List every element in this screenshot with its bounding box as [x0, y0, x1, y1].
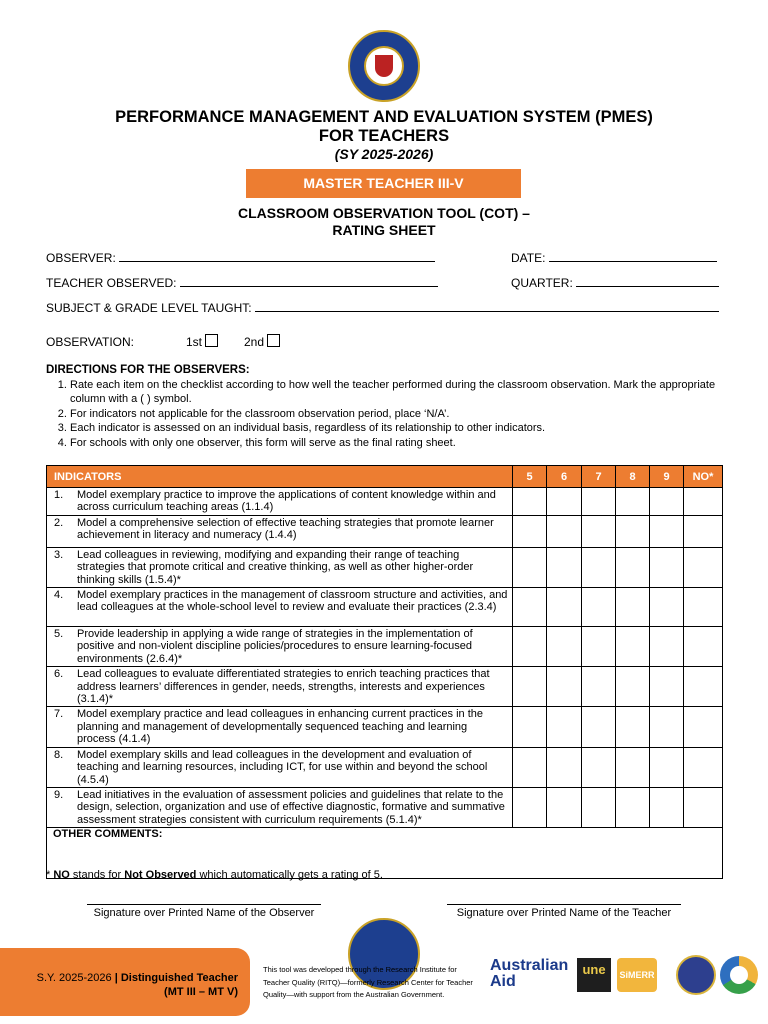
rating-5-header: 5: [513, 466, 547, 488]
rating-7-header: 7: [582, 466, 616, 488]
rating-cell-no[interactable]: [684, 787, 723, 827]
observation-label: OBSERVATION:: [46, 335, 135, 349]
rating-cell-no[interactable]: [684, 627, 723, 667]
quarter-label: QUARTER:: [511, 276, 573, 290]
indicator-text: Model exemplary skills and lead colleagues in the development and evaluation of teaching and learning resources, including ICT, for use within and beyond the school (4.5.4): [77, 748, 488, 786]
rating-cell-no[interactable]: [684, 488, 723, 516]
second-label: 2nd: [244, 335, 265, 349]
indicator-number: 7.: [54, 708, 64, 721]
footnote: [46, 869, 383, 881]
rating-cell-5[interactable]: [513, 515, 547, 547]
indicator-text: Model exemplary practice and lead colleagues in enhancing current practices in the planning and management of developmentally sequenced teaching and learning process (4.1.4): [77, 708, 484, 746]
rating-cell-6[interactable]: [547, 627, 582, 667]
simerr-logo: SiMERR: [617, 958, 657, 992]
page-title: PERFORMANCE MANAGEMENT AND EVALUATION SYSTEM (PMES): [115, 108, 653, 126]
rating-cell-no[interactable]: [684, 747, 723, 787]
indicator-number: 4.: [54, 589, 64, 602]
rating-cell-6[interactable]: [547, 787, 582, 827]
rating-cell-6[interactable]: [547, 515, 582, 547]
rating-cell-no[interactable]: [684, 547, 723, 587]
indicator-cell: [47, 547, 513, 587]
indicator-cell: [47, 515, 513, 547]
indicator-number: 6.: [54, 668, 64, 681]
australian-aid-line1: Australian: [490, 957, 569, 974]
observer-field[interactable]: [46, 250, 435, 265]
quarter-line[interactable]: [576, 275, 719, 287]
directions: [46, 363, 726, 451]
rating-cell-6[interactable]: [547, 547, 582, 587]
indicator-text: Lead initiatives in the evaluation of assessment policies and guidelines that relate to the design, selection, organization and use of effective diagnostic, formative and summative assessment strategies consistent with curriculum requirements (5.1.4)*: [77, 788, 505, 826]
table-header-row: [47, 466, 723, 488]
rating-cell-6[interactable]: [547, 588, 582, 627]
rating-cell-8[interactable]: [616, 488, 650, 516]
rating-cell-8[interactable]: [616, 707, 650, 747]
indicator-number: 8.: [54, 748, 64, 761]
rating-cell-7[interactable]: [582, 588, 616, 627]
indicators-table: [46, 465, 723, 879]
rating-cell-8[interactable]: [616, 627, 650, 667]
rating-cell-7[interactable]: [582, 707, 616, 747]
rating-cell-8[interactable]: [616, 747, 650, 787]
rating-cell-no[interactable]: [684, 588, 723, 627]
subject-line[interactable]: [255, 300, 719, 312]
rating-8-header: 8: [616, 466, 650, 488]
teacher-signature[interactable]: Signature over Printed Name of the Teacher: [447, 904, 681, 919]
teacher-observed-line[interactable]: [180, 275, 438, 287]
table-row: [47, 627, 723, 667]
date-field[interactable]: [511, 250, 717, 265]
rating-cell-7[interactable]: [582, 667, 616, 707]
footer-sy: S.Y. 2025-2026: [36, 972, 112, 984]
second-checkbox[interactable]: [267, 334, 280, 347]
rating-cell-5[interactable]: [513, 588, 547, 627]
rating-cell-no[interactable]: [684, 667, 723, 707]
indicator-number: 1.: [54, 489, 64, 501]
table-row: [47, 787, 723, 827]
indicator-number: 5.: [54, 628, 64, 641]
rating-cell-5[interactable]: [513, 747, 547, 787]
direction-item: 2. For indicators not applicable for the classroom observation period, place ‘N/A’.: [70, 407, 726, 422]
table-row: [47, 488, 723, 516]
indicator-text: Model exemplary practice to improve the applications of content knowledge within and across curriculum teaching areas (1.1.4): [77, 489, 496, 514]
observer-line[interactable]: [119, 250, 435, 262]
footer-credit: This tool was developed through the Research Institute for Teacher Quality (RITQ)—formerly Research Center for Teacher Quality—with support from the Australian Government.: [263, 965, 473, 999]
position-banner: MASTER TEACHER III-V: [246, 169, 521, 198]
indicators-header: INDICATORS: [47, 466, 513, 488]
first-observation-option[interactable]: [186, 334, 218, 349]
rating-cell-5[interactable]: [513, 787, 547, 827]
other-comments-label: OTHER COMMENTS:: [53, 828, 163, 841]
rating-cell-5[interactable]: [513, 667, 547, 707]
rating-6-header: 6: [547, 466, 582, 488]
rating-cell-9[interactable]: [650, 787, 684, 827]
quarter-field[interactable]: [511, 275, 719, 290]
school-year: (SY 2025-2026): [334, 146, 434, 162]
rating-cell-9[interactable]: [650, 667, 684, 707]
rating-cell-6[interactable]: [547, 488, 582, 516]
rating-cell-7[interactable]: [582, 787, 616, 827]
deped-seal-logo: [348, 30, 420, 102]
rating-cell-6[interactable]: [547, 667, 582, 707]
subject-field[interactable]: [46, 300, 719, 315]
table-row: [47, 547, 723, 587]
rating-cell-9[interactable]: [650, 488, 684, 516]
indicator-cell: [47, 488, 513, 516]
indicator-cell: [47, 787, 513, 827]
footnote-mid: stands for: [69, 869, 125, 881]
page-title-line2: FOR TEACHERS: [318, 127, 450, 145]
indicator-text: Model a comprehensive selection of effective teaching strategies that promote learner achievement in literacy and numeracy (1.4.4): [77, 516, 494, 542]
table-row: [47, 667, 723, 707]
rating-cell-5[interactable]: [513, 707, 547, 747]
rating-cell-5[interactable]: [513, 627, 547, 667]
rating-cell-7[interactable]: [582, 627, 616, 667]
rating-cell-9[interactable]: [650, 515, 684, 547]
footer-role: Distinguished Teacher: [120, 972, 238, 984]
indicator-number: 2.: [54, 516, 64, 529]
rating-cell-5[interactable]: [513, 488, 547, 516]
footnote-no: NO: [53, 869, 70, 881]
first-label: 1st: [186, 335, 203, 349]
not-observed-header: NO*: [684, 466, 723, 488]
rating-cell-8[interactable]: [616, 667, 650, 707]
partner-seal-logo: [676, 955, 716, 995]
rating-cell-no[interactable]: [684, 515, 723, 547]
direction-item: 3. Each indicator is assessed on an individual basis, regardless of its relationship to other indicators.: [70, 421, 726, 436]
rating-cell-7[interactable]: [582, 515, 616, 547]
rating-cell-8[interactable]: [616, 515, 650, 547]
rating-cell-9[interactable]: [650, 627, 684, 667]
tool-title: CLASSROOM OBSERVATION TOOL (COT) –: [238, 205, 530, 221]
australian-aid-logo: [490, 958, 568, 990]
observer-label: OBSERVER:: [46, 251, 116, 265]
une-logo: une: [577, 958, 611, 992]
footnote-not-observed: Not Observed: [124, 869, 197, 881]
rating-cell-8[interactable]: [616, 588, 650, 627]
indicator-number: 3.: [54, 548, 64, 561]
directions-heading: DIRECTIONS FOR THE OBSERVERS:: [46, 364, 250, 376]
rating-cell-7[interactable]: [582, 547, 616, 587]
rating-cell-7[interactable]: [582, 747, 616, 787]
footer-label: [0, 971, 238, 999]
rating-cell-7[interactable]: [582, 488, 616, 516]
footnote-star: *: [46, 869, 54, 881]
footnote-end: which automatically gets a rating of 5.: [196, 869, 383, 881]
subject-label: SUBJECT & GRADE LEVEL TAUGHT:: [46, 301, 252, 315]
indicator-cell: [47, 588, 513, 627]
footer-range: (MT III – MT V): [164, 986, 238, 998]
rating-cell-no[interactable]: [684, 707, 723, 747]
observer-signature[interactable]: Signature over Printed Name of the Observer: [87, 904, 321, 919]
directions-list: [46, 378, 726, 451]
second-observation-option[interactable]: [244, 334, 280, 349]
rating-cell-6[interactable]: [547, 707, 582, 747]
rating-cell-9[interactable]: [650, 747, 684, 787]
rating-cell-5[interactable]: [513, 547, 547, 587]
table-row: [47, 707, 723, 747]
table-row: [47, 588, 723, 627]
indicator-cell: [47, 667, 513, 707]
tool-subtitle: RATING SHEET: [332, 222, 436, 238]
table-row: [47, 515, 723, 547]
indicator-cell: [47, 627, 513, 667]
rating-cell-9[interactable]: [650, 547, 684, 587]
rating-cell-9[interactable]: [650, 707, 684, 747]
direction-item: 1. Rate each item on the checklist according to how well the teacher performed during the classroom observation. Mark the appropriate column with a ( ) symbol.: [70, 378, 726, 407]
indicator-text: Lead colleagues in reviewing, modifying and expanding their range of teaching strategies that promote critical and creative thinking, as well as other higher-order thinking skills (1.5.4)*: [77, 548, 474, 586]
partner-ring-logo: [720, 956, 758, 994]
rating-cell-8[interactable]: [616, 787, 650, 827]
direction-item: 4. For schools with only one observer, this form will serve as the final rating sheet.: [70, 436, 726, 451]
rating-cell-6[interactable]: [547, 747, 582, 787]
indicator-text: Model exemplary practices in the management of classroom structure and activities, and lead colleagues at the whole-school level to review and evaluate their practices (2.3.4): [77, 589, 508, 614]
rating-9-header: 9: [650, 466, 684, 488]
teacher-observed-field[interactable]: [46, 275, 438, 290]
date-line[interactable]: [549, 250, 717, 262]
rating-cell-9[interactable]: [650, 588, 684, 627]
indicator-text: Lead colleagues to evaluate differentiated strategies to enrich teaching practices that address learners’ differences in gender, needs, strengths, interests and experiences (3.1.4)*: [77, 668, 490, 706]
indicator-cell: [47, 707, 513, 747]
footer-sep: |: [111, 972, 121, 984]
rating-cell-8[interactable]: [616, 547, 650, 587]
indicator-text: Provide leadership in applying a wide range of strategies in the implementation of positive and non-violent discipline policies/procedures to ensure learning-focused environments (2.6.4)*: [77, 628, 473, 665]
indicator-cell: [47, 747, 513, 787]
table-row: [47, 747, 723, 787]
first-checkbox[interactable]: [205, 334, 218, 347]
teacher-observed-label: TEACHER OBSERVED:: [46, 276, 177, 290]
date-label: DATE:: [511, 251, 546, 265]
indicator-number: 9.: [54, 788, 64, 801]
australian-aid-line2: Aid: [490, 973, 516, 990]
